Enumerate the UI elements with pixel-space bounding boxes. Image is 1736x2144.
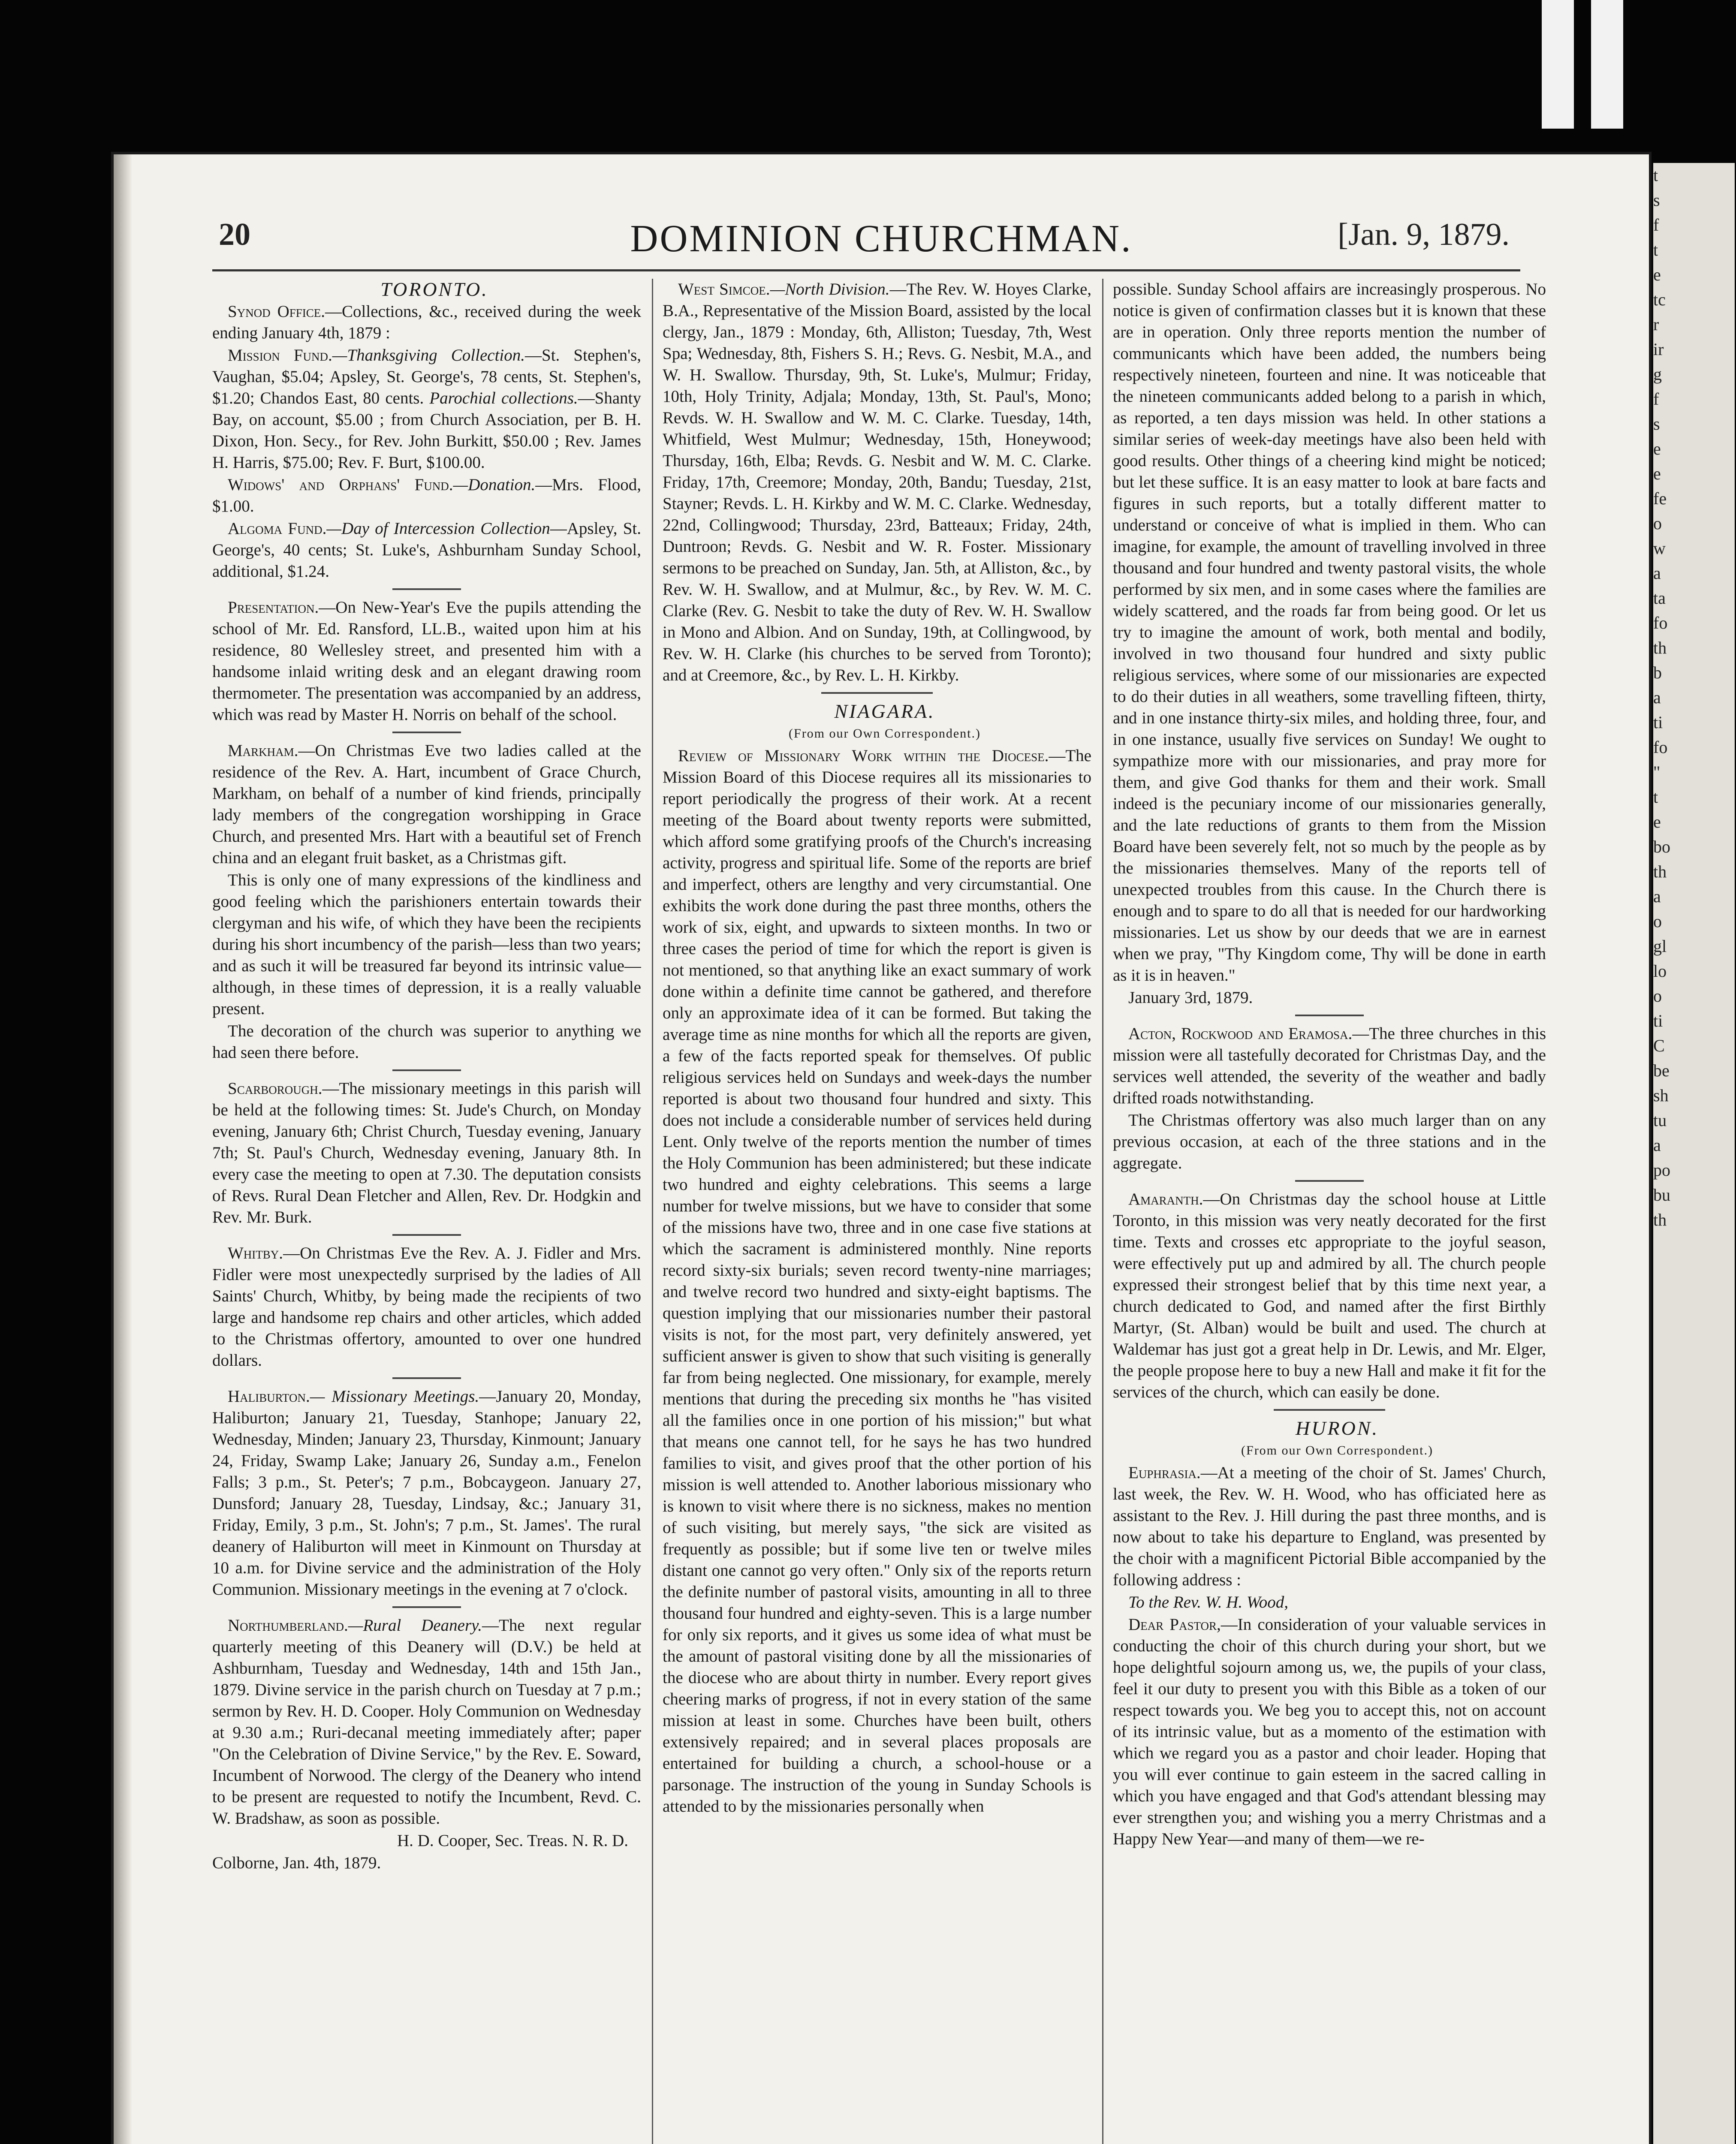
edge-fragment: f	[1653, 215, 1659, 235]
article-text: —On Christmas day the school house at Little Toronto, in this mission was very neatly decorated for the first time. Texts and crosses etc appropriate to the joyful season, were effectively put up and admired by all. The church people expressed their strongest belief that by this time next year, a church dedicated to God, and named after the first Birthly Martyr, (St. Alban) would be built and used. The church at Waldemar has just got a great help in Dr. Lewis, and Mr. Elger, the people propose here to buy a new Hall and make it fit for the services of the church, which can easily be done.	[1113, 1190, 1546, 1401]
article-subhead: Parochial collections.	[429, 389, 578, 407]
page-header	[114, 217, 1649, 268]
separator-rule	[392, 732, 461, 733]
edge-fragment: bo	[1653, 837, 1670, 856]
section-heading-huron: HURON.	[1296, 1417, 1379, 1439]
column-2	[663, 279, 1091, 2144]
article-amaranth	[1113, 1189, 1546, 1403]
adjacent-page-edge	[1653, 163, 1735, 2144]
article-subhead: —Rural Deanery.	[348, 1616, 482, 1635]
edge-fragment: sh	[1653, 1086, 1669, 1105]
article-subhead: —Donation.	[453, 476, 536, 494]
article-paragraph: The decoration of the church was superior to anything we had seen there before.	[212, 1022, 641, 1062]
edge-fragment: a	[1653, 688, 1661, 707]
edge-fragment: e	[1653, 464, 1661, 483]
article-lead: Acton, Rockwood and Eramosa.	[1128, 1024, 1353, 1043]
article-continuation: possible. Sunday School affairs are increasingly prosperous. No notice is given of confirmation classes but it is known that these are in operation. Only three reports mention the number of communicants which have been added, the numbers being respectively nineteen, fourteen and nine. It was noticeable that the nineteen communicants added belong to a parish in which, as reported, a ten days mission was held. In other stations a similar series of week-day meetings have also been held with good results. Other things of a cheering kind might be noticed; but let these suffice. It is an easy matter to look at bare facts and figures in such reports, but a totally different matter to understand or conceive of what is implied in them. Who can imagine, for example, the amount of travelling involved in three thousand and four hundred and twenty pastoral visits, the whole performed by six men, and in some cases where the families are widely scattered, and the roads far from being good. Or let us try to imagine the amount of work, both mental and bodily, involved in two thousand four hundred and sixty public religious services, where some of our missionaries are expected to do their duties in all weathers, some travelling fifteen, thirty, and in one instance thirty-six miles, and holding three, four, and in one instance, usually five services on Sunday! We ought to sympathize more with our missionaries, and pray more for them, and give God thanks for them and their work. Small indeed is the pecuniary income of our missionaries generally, and the late reductions of grants to them from the Mission Board have been severely felt, not so much by the people as by the missionaries themselves. Many of the reports tell of unexpected troubles from this cause. In the Church there is enough and to spare to do all that is needed for our hardworking missionaries. Let us show by our deeds that we are in earnest when we pray, "Thy Kingdom come, Thy will be done in earth as it is in heaven."	[1113, 280, 1546, 985]
edge-fragment: "	[1653, 762, 1661, 782]
edge-fragment: e	[1653, 812, 1661, 831]
header-rule	[212, 269, 1520, 271]
article-text: —Mrs. Flood, $1.00.	[212, 476, 641, 515]
article-presentation	[212, 597, 641, 726]
column-divider	[652, 279, 653, 2144]
edge-fragment: tc	[1653, 290, 1666, 309]
article-algoma	[212, 518, 641, 582]
edge-fragment: o	[1653, 912, 1662, 931]
article-lead: Synod Office.	[228, 302, 326, 321]
article-lead: Euphrasia.	[1128, 1463, 1201, 1482]
edge-fragment: o	[1653, 986, 1662, 1006]
article-lead: Mission Fund.	[228, 346, 332, 364]
column-divider	[1102, 279, 1103, 2144]
article-subhead: —Thanksgiving Collection.	[332, 346, 525, 364]
correspondent-line: (From our Own Correspondent.)	[789, 726, 981, 741]
article-haliburton	[212, 1386, 641, 1600]
article-subhead: —Day of Intercession Collection	[326, 519, 550, 538]
article-text: —The missionary meetings in this parish will be held at the following times: St. Jude's Church, on Monday evening, January 6th; Christ Church, Tuesday evening, January 7th; St. Paul's Church, Wednesday evening, January 8th. In every case the meeting to open at 7.30. The deputation consists of Revs. Rural Dean Fletcher and Allen, Rev. Dr. Hodgkin and Rev. Mr. Burk.	[212, 1079, 641, 1226]
article-whitby	[212, 1243, 641, 1371]
article-mission-fund	[212, 345, 641, 473]
column-1	[212, 279, 641, 2144]
edge-fragment: ir	[1653, 340, 1664, 359]
edge-fragment: s	[1653, 414, 1660, 434]
article-synod	[212, 301, 641, 344]
article-lead: West Simcoe.	[678, 280, 770, 298]
article-review	[663, 745, 1091, 1817]
article-northumberland	[212, 1615, 641, 1829]
article-text: —The Rev. W. Hoyes Clarke, B.A., Representative of the Mission Board, assisted by the local clergy, Jan., 1879 : Monday, 6th, Alliston; Tuesday, 7th, West Spa; Wednesday, 8th, Fishers S. H.; Revs. G. Nesbit, M.A., and W. H. Swallow. Thursday, 9th, St. Luke's, Mulmur; Friday, 10th, Holy Trinity, Adjala; Monday, 13th, St. Paul's, Mono; Revds. W. H. Swallow and W. M. C. Clarke. Tuesday, 14th, Whitfield, West Mulmur; Wednesday, 15th, Honeywood; Thursday, 16th, Elba; Revds. G. Nesbit and W. M. C. Clarke. Friday, 17th, Creemore; Monday, 20th, Bandu; Tuesday, 21st, Stayner; Revds. L. H. Kirkby and W. M. C. Clarke. Wednesday, 22nd, Collingwood; Thursday, 23rd, Batteaux; Friday, 24th, Duntroon; Revds. G. Nesbit and W. R. Foster. Missionary sermons to be preached on Sunday, Jan. 5th, at Alliston, &c., by Rev. W. H. Swallow, and at Mulmur, &c., by Rev. W. M. C. Clarke (Rev. G. Nesbit to take the duty of Rev. W. H. Swallow in Mono and Albion. And on Sunday, 19th, at Collingwood, by Rev. W. H. Clarke (his churches to be served from Toronto); and at Creemore, &c., by Rev. L. H. Kirkby.	[663, 280, 1091, 684]
edge-fragment: fo	[1653, 613, 1668, 632]
edge-fragment: th	[1653, 862, 1667, 881]
separator-rule	[1295, 1180, 1364, 1182]
separator-rule	[392, 588, 461, 590]
article-subhead: — Missionary Meetings.	[310, 1387, 479, 1406]
article-subhead: —North Division.	[770, 280, 890, 298]
edge-fragment: a	[1653, 1135, 1661, 1155]
article-signature: H. D. Cooper, Sec. Treas. N. R. D.	[397, 1831, 628, 1850]
edge-fragment: a	[1653, 563, 1661, 583]
edge-fragment: po	[1653, 1160, 1670, 1180]
section-heading-niagara: NIAGARA.	[834, 700, 935, 722]
edge-fragment: f	[1653, 389, 1659, 409]
correspondent-line: (From our Own Correspondent.)	[1241, 1443, 1433, 1457]
article-paragraph: The Christmas offertory was also much larger than on any previous occasion, at each of the three stations and in the aggregate.	[1113, 1111, 1546, 1172]
edge-fragment: r	[1653, 315, 1659, 334]
article-markham	[212, 740, 641, 869]
separator-rule	[392, 1069, 461, 1071]
article-scarborough	[212, 1078, 641, 1228]
article-text: —The three churches in this mission were all tastefully decorated for Christmas Day, and the services well attended, the severity of the weather and badly drifted roads notwithstanding.	[1113, 1024, 1546, 1107]
article-text: —Apsley, St. George's, 40 cents; St. Luke's, Ashburnham Sunday School, additional, $1.24.	[212, 519, 641, 581]
edge-fragment: lo	[1653, 961, 1667, 981]
article-lead: Dear Pastor,	[1128, 1615, 1221, 1634]
separator-rule	[1295, 1015, 1364, 1016]
article-lead: Haliburton.	[228, 1387, 310, 1406]
article-lead: Presentation.	[228, 598, 319, 617]
article-text: —On Christmas Eve two ladies called at the residence of the Rev. A. Hart, incumbent of Grace Church, Markham, on behalf of a number of kind friends, principally lady members of the congregation worshipping in Grace Church, and presented Mrs. Hart with a beautiful set of French china and an elegant fruit basket, as a Christmas gift.	[212, 741, 641, 867]
article-acton	[1113, 1023, 1546, 1109]
article-west-simcoe	[663, 279, 1091, 686]
edge-fragment: th	[1653, 638, 1667, 657]
page-number: 20	[219, 217, 250, 252]
edge-fragment: tu	[1653, 1111, 1667, 1130]
article-lead: Whitby.	[228, 1244, 283, 1262]
article-lead: Markham.	[228, 741, 298, 760]
edge-fragment: ti	[1653, 1011, 1663, 1030]
edge-fragment: a	[1653, 887, 1661, 906]
newspaper-page	[114, 154, 1649, 2144]
edge-fragment: ti	[1653, 713, 1663, 732]
edge-fragment: w	[1653, 539, 1666, 558]
column-3	[1113, 279, 1546, 2144]
article-lead: Widows' and Orphans' Fund.	[228, 476, 453, 494]
edge-fragment: t	[1653, 166, 1658, 185]
article-text: —Collections, &c., received during the week ending January 4th, 1879 :	[212, 302, 641, 342]
edge-fragment: th	[1653, 1210, 1667, 1229]
section-heading-toronto: TORONTO.	[380, 279, 488, 300]
article-text: —St. Stephen's, Vaughan, $5.04; Apsley, St. George's, 78 cents, St. Stephen's, $1.20; Chandos East, 80 cents.	[212, 346, 641, 407]
edge-fragment: o	[1653, 514, 1662, 533]
separator-rule	[392, 1234, 461, 1236]
article-widows	[212, 474, 641, 517]
separator-rule	[1274, 1409, 1385, 1411]
edge-fragment: gl	[1653, 936, 1667, 956]
article-text: —January 20, Monday, Haliburton; January 21, Tuesday, Stanhope; January 22, Wednesday, Minden; January 23, Thursday, Kinmount; January 24, Friday, Swamp Lake; January 26, Sunday a.m., Fenelon Falls; 3 p.m., St. Peter's; 7 p.m., Bobcaygeon. January 27, Dunsford; January 28, Tuesday, Lindsay, &c.; January 31, Friday, Emily, 3 p.m., St. John's; 7 p.m., St. James'. The rural deanery of Haliburton will meet in Kinmount on Thursday at 10 a.m. for Divine service and the administration of the Holy Communion. Missionary meetings in the evening at 7 o'clock.	[212, 1387, 641, 1599]
separator-rule	[392, 1377, 461, 1379]
edge-fragment: C	[1653, 1036, 1665, 1055]
article-text: —Shanty Bay, on account, $5.00 ; from Church Association, per B. H. Dixon, Hon. Secy., for Rev. John Burkitt, $50.00 ; Rev. James H. Harris, $75.00; Rev. F. Burt, $100.00.	[212, 389, 641, 472]
article-text: —On Christmas Eve the Rev. A. J. Fidler and Mrs. Fidler were most unexpectedly surprised by the ladies of All Saints' Church, Whitby, by being made the recipients of two large and handsome rep chairs and other articles, which added to the Christmas offertory, amounted to over one hundred dollars.	[212, 1244, 641, 1370]
article-text: —In consideration of your valuable services in conducting the choir of this church during your short, but we hope delightful sojourn among us, we, the pupils of your class, feel it our duty to present you with this Bible as a token of our respect towards you. We beg you to accept this, not on account of its intrinsic value, but as a momento of the estimation with which we regard you as a pastor and choir leader. Hoping that you will ever continue to gain esteem in the sacred calling in which you have engaged and that God's attendant blessing may ever strengthen you; and wishing you a merry Christmas and a Happy New Year—and many of them—we re-	[1113, 1615, 1546, 1848]
edge-fragment: bu	[1653, 1185, 1670, 1204]
edge-fragment: s	[1653, 190, 1660, 210]
article-text: —At a meeting of the choir of St. James' Church, last week, the Rev. W. H. Wood, who has officiated here as assistant to the Rev. J. Hill during the past three months, and is now about to take his departure to England, was presented by the choir with a magnificent Pictorial Bible accompanied by the following address :	[1113, 1463, 1546, 1589]
article-lead: Scarborough.	[228, 1079, 322, 1098]
signature-place: Colborne, Jan. 4th, 1879.	[212, 1854, 381, 1872]
separator-rule	[821, 692, 933, 694]
article-lead: Review of Missionary Work within the Diocese.	[678, 747, 1049, 765]
separator-rule	[392, 1606, 461, 1608]
article-text: —The Mission Board of this Diocese requires all its missionaries to report periodically the progress of their work. At a recent meeting of the Board about twenty reports were submitted, which afford some gratifying proofs of the Church's increasing activity, progress and spiritual life. Some of the reports are brief and imperfect, others are lengthy and very circumstantial. One exhibits the work done during the past three months, others the work of six, eight, and upwards to sixteen months. In two or three cases the period of time for which the report is given is not mentioned, so that anything like an exact summary of work done within a definite time cannot be gathered, and therefore only an approximate idea of it can be formed. But taking the average time as nine months for which all the reports are given, a few of the facts reported speak for themselves. Of public religious services held on Sundays and week-days the number reported is about two thousand four hundred and sixty. This does not include a considerable number of services held during Lent. Only twelve of the reports mention the number of times the Holy Communion has been administered; but these indicate two hundred and eighty celebrations. This seems a large number for twelve missions, but we have to consider that some of the missions have two, three and in one case five stations at which the sacrament is administered monthly. Nine reports record sixty-six burials; seven record twenty-nine marriages; and twelve record two hundred and sixty-eight baptisms. The question implying that our missionaries number their pastoral visits is not, for the most part, very definitely answered, yet sufficient answer is given to show that such visiting is generally far from being neglected. One missionary, for example, merely mentions that during the preceding six months he "has visited all the families once in one portion of his mission;" but what that means one cannot tell, for he says he has two hundred families to visit, and gives proof that the other portion of his mission is well attended to. Another laborious missionary who is known to visit where there is no sickness, makes no mention of such visiting, but merely says, "the sick are visited as frequently as possible; but if some live ten or twelve miles distant one cannot go very often." Only six of the reports return the definite number of pastoral visits, amounting in all to three thousand four hundred and eighty-seven. This is a large number for only six reports, and it gives us some idea of what must be the amount of pastoral visiting done by all the missionaries of the diocese who are about thirty in number. Every report gives cheering marks of progress, if not in every station of the same mission at least in some. Churches have been built, others extensively repaired; and in several places proposals are entertained for building a church, a school-house or a parsonage. The instruction of the young in Sunday Schools is attended to by the missionaries personally when	[663, 747, 1091, 1816]
issue-date: [Jan. 9, 1879.	[1338, 217, 1510, 252]
edge-fragment: e	[1653, 265, 1661, 284]
edge-fragment: be	[1653, 1061, 1670, 1080]
edge-fragment: fo	[1653, 738, 1668, 757]
publication-title: DOMINION CHURCHMAN.	[630, 217, 1133, 260]
article-text: —On New-Year's Eve the pupils attending the school of Mr. Ed. Ransford, LL.B., waited upon him at his residence, 80 Wellesley street, and presented him with a handsome inlaid writing desk and an elegant drawing room thermometer. The presentation was accompanied by an address, which was read by Master H. Norris on behalf of the school.	[212, 598, 641, 724]
edge-fragment: ta	[1653, 588, 1666, 608]
edge-fragment: fe	[1653, 489, 1667, 508]
edge-fragment: g	[1653, 364, 1662, 384]
edge-fragment: t	[1653, 787, 1658, 807]
article-date: January 3rd, 1879.	[1128, 988, 1253, 1007]
article-paragraph: This is only one of many expressions of the kindliness and good feeling which the parishioners entertain towards their clergyman and his wife, of which they have been the recipients during his short incumbency of the parish—less than two years; and as such it will be treasured far beyond its intrinsic value—although, in these times of depression, it is a really valuable present.	[212, 871, 641, 1018]
edge-fragment: b	[1653, 663, 1662, 682]
address-salutation-to: To the Rev. W. H. Wood,	[1128, 1593, 1289, 1611]
article-lead: Northumberland.	[228, 1616, 348, 1635]
article-lead: Amaranth.	[1128, 1190, 1203, 1208]
edge-fragment: t	[1653, 240, 1658, 259]
film-marker-top-right	[1591, 0, 1623, 129]
edge-fragment: e	[1653, 439, 1661, 458]
article-lead: Algoma Fund.	[228, 519, 327, 538]
article-euphrasia	[1113, 1462, 1546, 1591]
film-marker-top-left	[1542, 0, 1574, 129]
article-text: —The next regular quarterly meeting of this Deanery will (D.V.) be held at Ashburnham, Tuesday and Wednesday, 14th and 15th Jan., 1879. Divine service in the parish church on Tuesday at 7 p.m.; sermon by Rev. H. D. Cooper. Holy Communion on Wednesday at 9.30 a.m.; Ruri-decanal meeting immediately after; paper "On the Celebration of Divine Service," by the Rev. E. Soward, Incumbent of Norwood. The clergy of the Deanery who intend to be present are requested to notify the Incumbent, Revd. C. W. Bradshaw, as soon as possible.	[212, 1616, 641, 1828]
article-address	[1113, 1614, 1546, 1850]
